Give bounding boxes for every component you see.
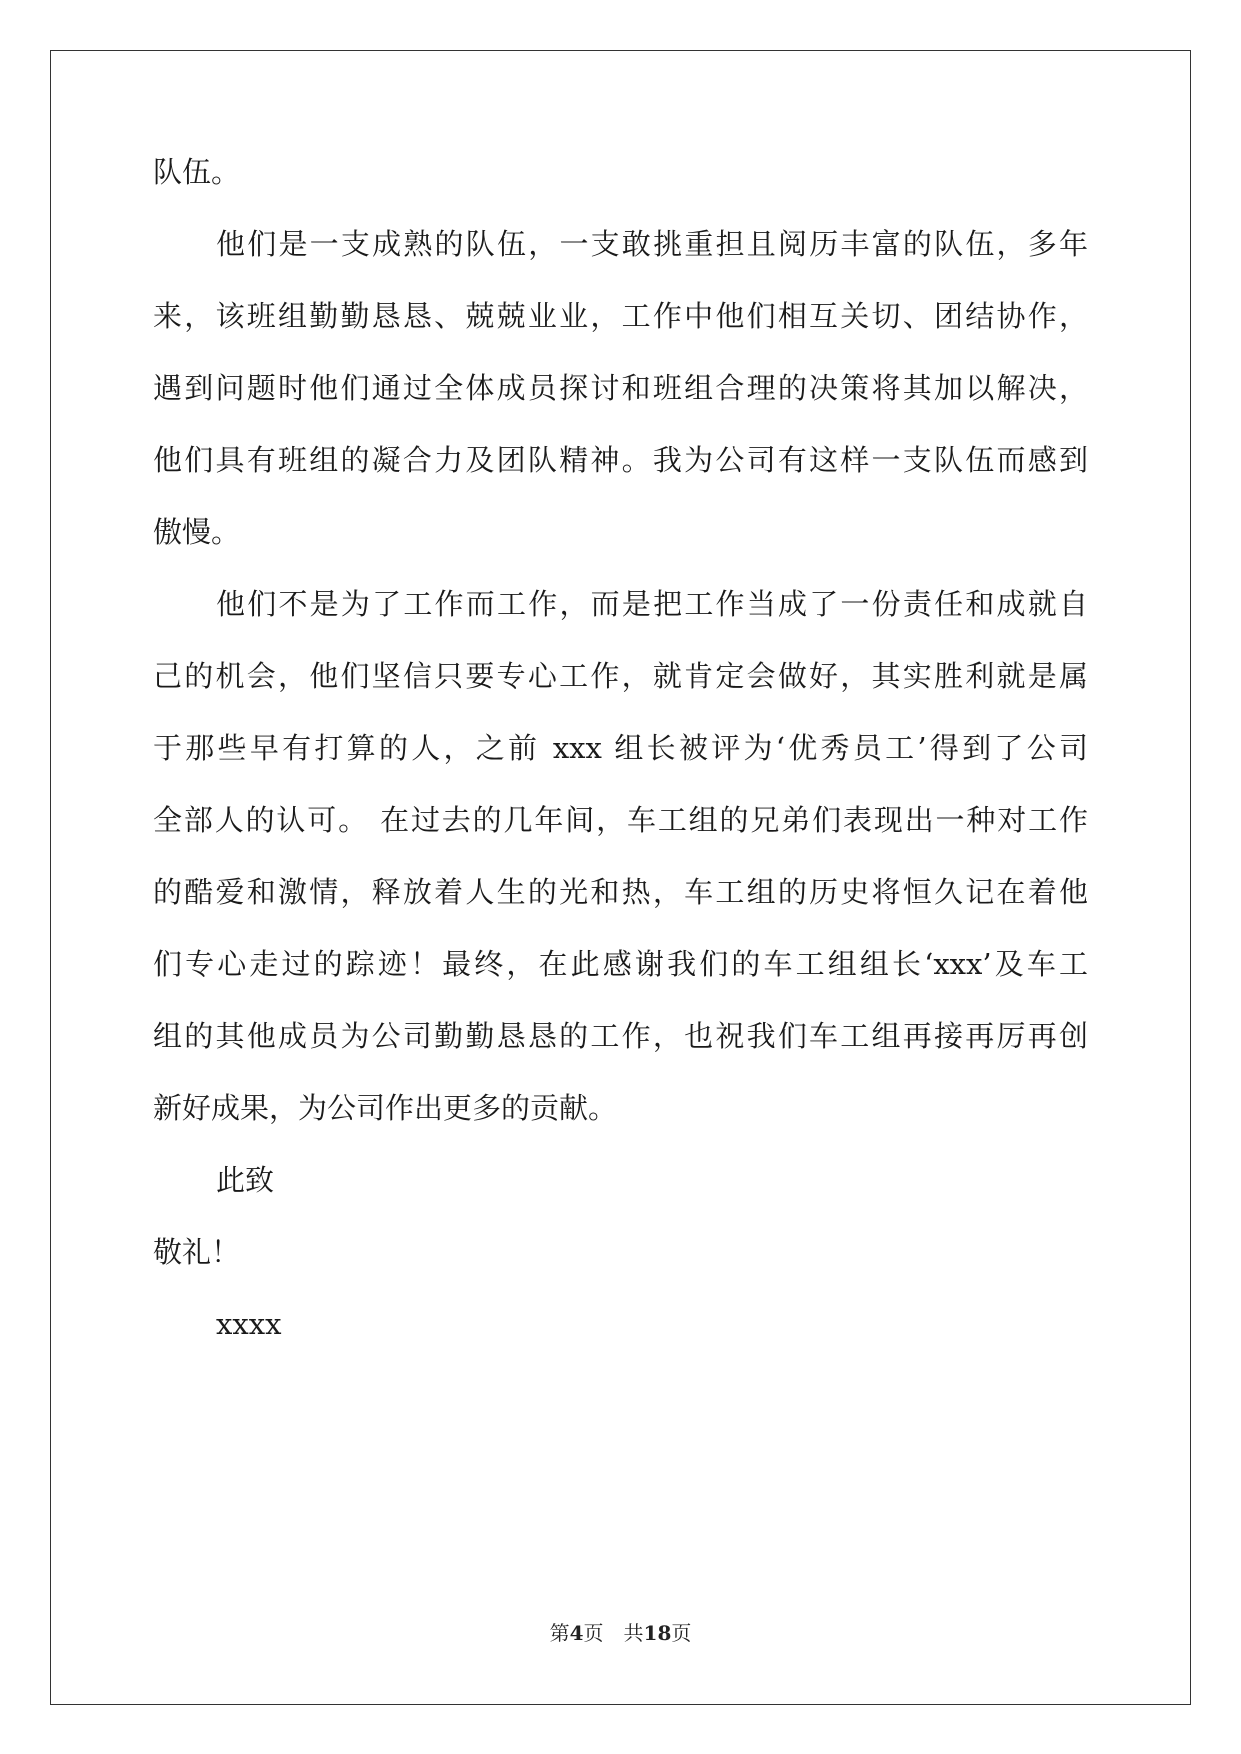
paragraph-line: 新好成果，为公司作出更多的贡献。 <box>153 1091 618 1125</box>
footer-total-prefix: 共 <box>623 1621 644 1645</box>
paragraph-line: 他们是一支成熟的队伍，一支敢挑重担且阅历丰富的队伍，多年 <box>216 227 1088 261</box>
paragraph-line: 他们具有班组的凝合力及团队精神。我为公司有这样一支队伍而感到 <box>153 443 1088 477</box>
footer-total-pages: 18 <box>643 1621 672 1645</box>
paragraph-line: 他们不是为了工作而工作，而是把工作当成了一份责任和成就自 <box>216 587 1088 621</box>
salute-line: 敬礼！ <box>153 1235 241 1269</box>
paragraph-line: 傲慢。 <box>153 515 241 549</box>
paragraph-line: 组的其他成员为公司勤勤恳恳的工作，也祝我们车工组再接再厉再创 <box>153 1019 1088 1053</box>
paragraph-line: 全部人的认可。 在过去的几年间，车工组的兄弟们表现出一种对工作 <box>153 803 1088 837</box>
signature-line: xxxx <box>216 1307 282 1341</box>
footer-prefix: 第 <box>549 1621 570 1645</box>
footer-total-suffix: 页 <box>671 1621 692 1645</box>
paragraph-line: 己的机会，他们坚信只要专心工作，就肯定会做好，其实胜利就是属 <box>153 659 1088 693</box>
paragraph-line: 的酷爱和激情，释放着人生的光和热，车工组的历史将恒久记在着他 <box>153 875 1088 909</box>
closing-line: 此致 <box>216 1163 275 1197</box>
paragraph-line: 于那些早有打算的人，之前 xxx 组长被评为‘优秀员工’得到了公司 <box>153 731 1088 765</box>
footer-page-number: 4 <box>569 1621 584 1645</box>
paragraph-line: 们专心走过的踪迹！最终，在此感谢我们的车工组组长‘xxx’及车工 <box>153 947 1088 981</box>
paragraph-line: 来，该班组勤勤恳恳、兢兢业业，工作中他们相互关切、团结协作， <box>153 299 1088 333</box>
footer-page-suffix: 页 <box>583 1621 604 1645</box>
paragraph-line: 队伍。 <box>153 155 241 189</box>
page-footer <box>0 1620 1241 1646</box>
paragraph-line: 遇到问题时他们通过全体成员探讨和班组合理的决策将其加以解决， <box>153 371 1088 405</box>
